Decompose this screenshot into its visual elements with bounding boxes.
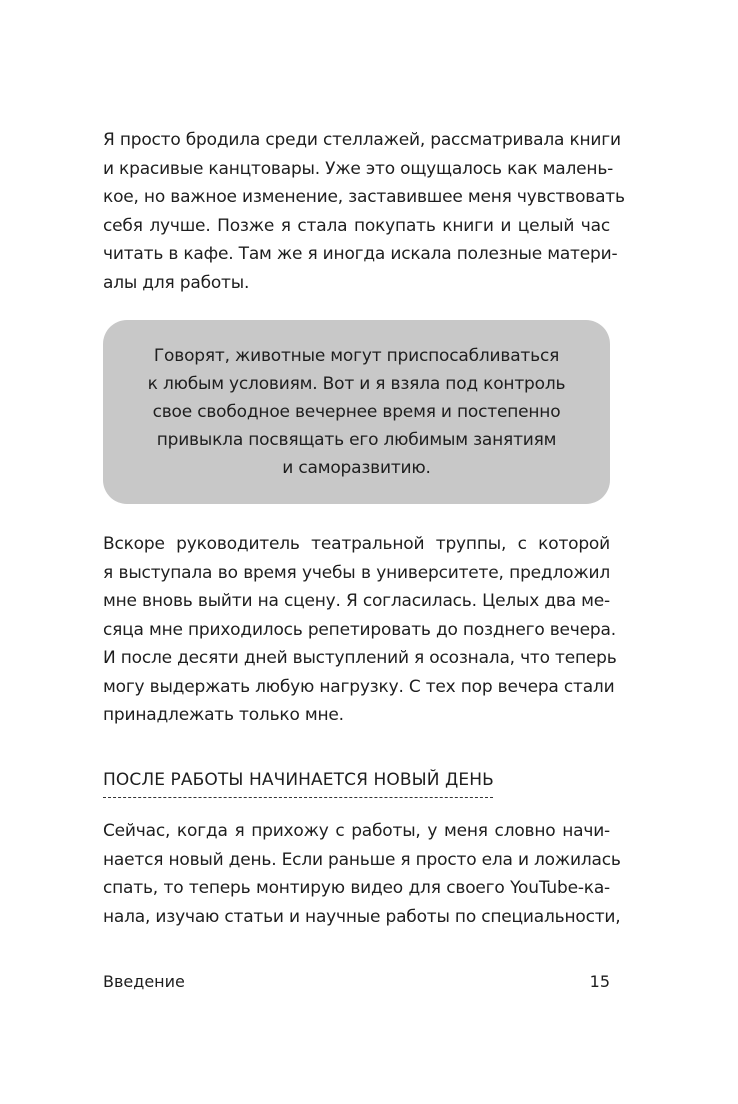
page-number: 15 (589, 972, 610, 991)
paragraph-2-line: могу выдержать любую нагрузку. С тех пор вечера стали (103, 676, 615, 697)
paragraph-3-line: нается новый день. Если раньше я просто ела и ложилась (103, 849, 621, 870)
paragraph-3 (103, 817, 621, 931)
quote-line: к любым условиям. Вот и я взяла под контроль (147, 374, 566, 394)
quote-line: свое свободное вечернее время и постепенно (152, 402, 561, 422)
paragraph-3-line: Сейчас, когда я прихожу с работы, у меня словно начи- (103, 821, 610, 841)
heading-dashed-rule (103, 797, 493, 798)
paragraph-1-line: себя лучше. Позже я стала покупать книги и целый час (103, 215, 610, 236)
paragraph-2-line: я выступала во время учебы в университете, предложил (103, 562, 610, 583)
paragraph-1-line: Я просто бродила среди стеллажей, рассматривала книги (103, 130, 621, 150)
quote-text (103, 342, 610, 482)
paragraph-2-line: мне вновь выйти на сцену. Я согласилась. Целых два ме- (103, 591, 610, 611)
paragraph-1 (103, 126, 625, 297)
section-heading: ПОСЛЕ РАБОТЫ НАЧИНАЕТСЯ НОВЫЙ ДЕНЬ (103, 770, 494, 790)
paragraph-2 (103, 530, 617, 730)
paragraph-1-line: кое, но важное изменение, заставившее меня чувствовать (103, 187, 625, 207)
paragraph-3-line: спать, то теперь монтирую видео для своего YouTube-ка- (103, 878, 610, 898)
paragraph-1-line: читать в кафе. Там же я иногда искала полезные матери- (103, 244, 618, 264)
paragraph-2-line: принадлежать только мне. (103, 705, 344, 725)
paragraph-2-line: сяца мне приходилось репетировать до позднего вечера. (103, 619, 616, 640)
paragraph-3-line: нала, изучаю статьи и научные работы по специальности, (103, 906, 621, 927)
footer-chapter-title: Введение (103, 972, 185, 991)
quote-line: привыкла посвящать его любимым занятиям (156, 430, 557, 450)
paragraph-2-line: Вскоре руководитель театральной труппы, с которой (103, 534, 610, 554)
quote-line: Говорят, животные могут приспосабливаться (153, 346, 560, 366)
paragraph-1-line: и красивые канцтовары. Уже это ощущалось как малень- (103, 158, 614, 179)
quote-line: и саморазвитию. (282, 458, 431, 478)
paragraph-2-line: И после десяти дней выступлений я осознала, что теперь (103, 648, 617, 668)
paragraph-1-line: алы для работы. (103, 272, 250, 293)
quote-box (103, 320, 610, 504)
